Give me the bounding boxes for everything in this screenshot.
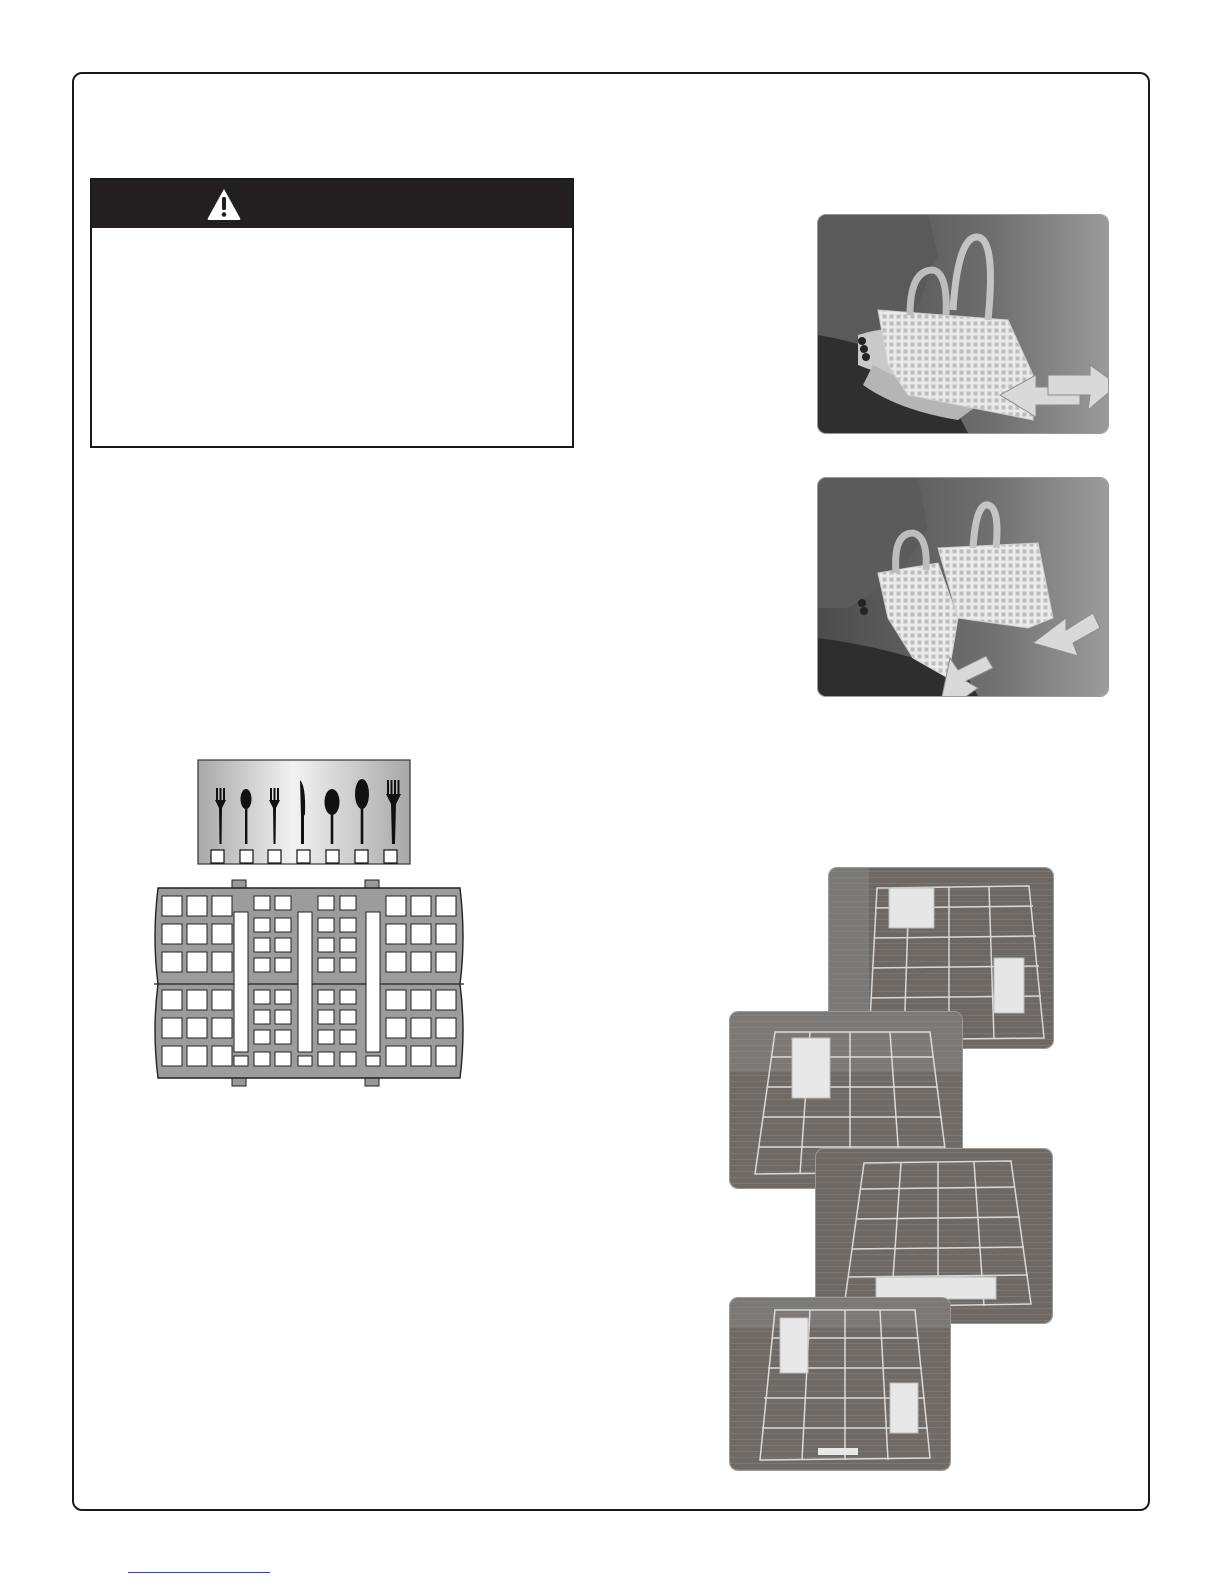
footer-link-underline[interactable] — [128, 1572, 270, 1573]
warning-box — [90, 178, 574, 448]
photo-basket-separate-1 — [818, 215, 1108, 433]
warning-triangle-icon — [206, 187, 242, 221]
warning-header — [92, 180, 572, 228]
photo-rack-position-4 — [730, 1298, 950, 1470]
basket-grid-top-view — [154, 880, 464, 1086]
cutlery-basket-diagram — [150, 758, 468, 1092]
photo-basket-separate-2 — [818, 478, 1108, 696]
photo-rack-position-3 — [816, 1149, 1052, 1323]
